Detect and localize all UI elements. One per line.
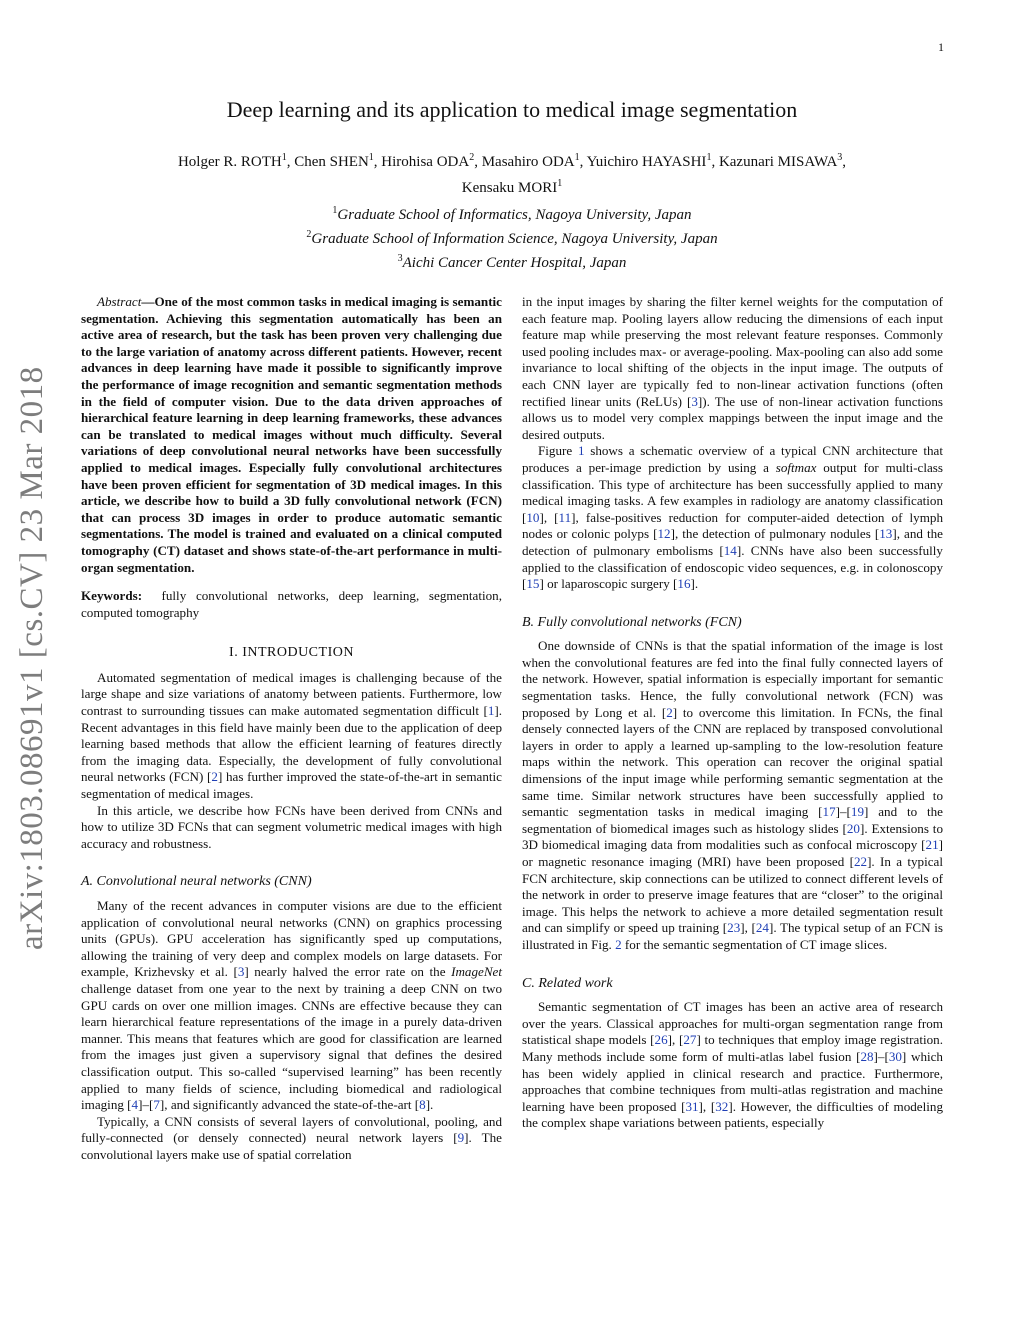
affil-mark: 2	[306, 229, 312, 240]
text-run: in the input images by sharing the filter kernel weights for the computation of each feature map. Pooling layers allow reducing the dimensions of each input feature map while preserving the most relevant feature responses. Commonly used pooling includes max- or average-pooling. Max-pooling can also add some invariance to local shifting of the objects in the input image. The outputs of each CNN layer are typically fed to non-linear activation functions (often rectified linear units (ReLUs) [	[522, 294, 943, 409]
affil-text: Aichi Cancer Center Hospital, Japan	[402, 255, 627, 271]
citation-link[interactable]: 23	[727, 920, 741, 936]
citation-link[interactable]: 22	[853, 854, 868, 869]
citation-link[interactable]: 19	[850, 804, 864, 820]
text-run: Figure	[538, 443, 578, 459]
paragraph: In this article, we describe how FCNs have been derived from CNNs and how to utilize 3D FCNs that can segment volumetric medical images with high accuracy and robustness.	[81, 802, 502, 851]
author-list: Holger R. ROTH$^1$, Chen SHEN$^1$, Hirohisa ODA$^2$, Masahiro ODA$^1$, Yuichiro HAYASHI$^1$, Kazunari MISAWA$^3$, Kensaku MORI$^1$	[177, 152, 847, 196]
text-run: ]. Extensions to 3D biomedical imaging data from modalities such as confocal microscopy [	[522, 820, 943, 853]
text-run: ] has further improved the state-of-the-art in semantic segmentation of medical images.	[81, 769, 502, 802]
affil-mark: 1	[332, 205, 338, 216]
abstract-text: —One of the most common tasks in medical imaging is semantic segmentation. Achieving this segmentation automatically has been an active area of research, but the task has been proven very challenging due to the large variation of anatomy across different patients. However, recent advances in deep learning have made it possible to significantly improve the performance of image recognition and semantic segmentation methods in the field of computer vision. Due to the data driven approaches of hierarchical feature learning in deep learning frameworks, these advances can be translated to medical images without much difficulty. Several variations of deep convolutional neural networks have been successfully applied to medical images. Especially fully convolutional architectures have been proven efficient for segmentation of 3D medical images. In this article, we describe how to build a 3D fully convolutional network (FCN) that can process 3D images in order to produce automatic semantic segmentations. The model is trained and evaluated on a clinical computed tomography (CT) dataset and shows state-of-the-art performance in multi-organ segmentation.	[81, 294, 502, 575]
text-run: ], and significantly advanced the state-of-the-art [	[159, 1097, 420, 1113]
subsection-heading-fcn: B. Fully convolutional networks (FCN)	[522, 614, 742, 630]
paragraph	[81, 670, 502, 803]
paragraph	[522, 294, 943, 443]
citation-link[interactable]: 9	[457, 1130, 465, 1146]
affiliation	[0, 249, 1024, 273]
text-run: ] which has been widely applied in clinical research and practice. Furthermore, approaches that combine techniques from multi-atlas registration and machine learning have been proposed [	[522, 1048, 943, 1114]
figure-link[interactable]: 1	[577, 443, 585, 459]
citation-link[interactable]: 3	[237, 964, 245, 980]
paragraph	[522, 638, 943, 953]
text-run: ] or laparoscopic surgery [	[539, 576, 678, 592]
text-run-italic: softmax	[775, 459, 817, 475]
keywords-text: fully convolutional networks, deep learning, segmentation, computed tomography	[81, 588, 503, 620]
author-affil-mark: 1	[557, 178, 563, 189]
author: Kazunari MISAWA	[718, 154, 838, 170]
author-affil-mark: 1	[706, 152, 712, 163]
citation-link[interactable]: 2	[666, 704, 673, 720]
text-run: ]. The typical setup of an FCN is illustrated in Fig.	[522, 920, 943, 952]
citation-link[interactable]: 20	[846, 820, 860, 836]
text-run: ]. The convolutional layers make use of spatial correlation	[81, 1130, 502, 1162]
text-run: Many of the recent advances in computer visions are due to the efficient application of convolutional neural networks (CNN) on graphics processing units (GPUs). GPU acceleration has significantly sped up computations, allowing the training of very deep and complex models on large datasets. For example, Krizhevsky et al. [	[81, 898, 502, 980]
citation-link[interactable]: 30	[888, 1048, 902, 1064]
citation-link[interactable]: 27	[683, 1032, 697, 1048]
text-run: ].	[690, 576, 699, 592]
section-heading-introduction: I. INTRODUCTION	[229, 645, 354, 661]
text-run: ] to techniques that employ image registration. Many methods include some form of multi-atlas label fusion [	[522, 1032, 943, 1064]
text-run: ] to overcome this limitation. In FCNs, the final densely connected layers of the CNN are replaced by transposed convolutional layers in order to apply a learned up-sampling to the low-resolution feature maps within the network. This operation can recover the original spatial dimensions of the input image while performing semantic segmentation at the same time. Similar network structures have been successfully applied to semantic segmentation tasks in medical imaging [	[522, 704, 944, 820]
citation-link[interactable]: 8	[419, 1097, 426, 1113]
text-run: ], [	[698, 1098, 716, 1114]
citation-link[interactable]: 31	[685, 1098, 699, 1114]
keywords	[81, 588, 502, 621]
text-run: output for multi-class classification. This type of architecture has been successfully applied to many medical imaging tasks. A few examples in radiology are anatomy classification [	[522, 459, 944, 525]
author-affil-mark: 2	[469, 152, 475, 163]
citation-link[interactable]: 7	[153, 1097, 160, 1113]
paper-title: Deep learning and its application to medical image segmentation	[226, 97, 798, 122]
text-run: ], [	[539, 509, 559, 525]
citation-link[interactable]: 13	[879, 526, 893, 542]
citation-link[interactable]: 26	[654, 1032, 668, 1048]
subsection-heading-related-work: C. Related work	[522, 975, 613, 991]
text-run: ] or magnetic resonance imaging (MRI) have been proposed [	[522, 837, 943, 869]
text-run: ], false-positives reduction for computer-aided detection of lymph nodes or colonic polyps [	[522, 509, 943, 542]
subsection-heading-cnn: A. Convolutional neural networks (CNN)	[81, 874, 312, 890]
author: Masahiro ODA	[481, 154, 575, 170]
citation-link[interactable]: 11	[558, 509, 572, 525]
citation-link[interactable]: 32	[715, 1098, 729, 1114]
author-affil-mark: 3	[837, 152, 843, 163]
page-number: 1	[938, 40, 944, 54]
text-run: ].	[425, 1097, 434, 1113]
text-run: ]–[	[138, 1097, 154, 1113]
text-run: ]). The use of non-linear activation functions allows us to model very complex mappings between the input image and the desired outputs.	[522, 393, 943, 442]
citation-link[interactable]: 12	[657, 526, 671, 542]
text-run: ]. Recent advantages in this field have mainly been due to the application of deep learning based methods that allow the efficient learning of features directly from the imaging data. Especially, the development of fully convolutional neural networks (FCN) [	[81, 703, 502, 785]
paragraph	[522, 999, 943, 1132]
author: Kensaku MORI	[461, 180, 558, 196]
citation-link[interactable]: 14	[723, 542, 737, 558]
affiliation	[0, 225, 1024, 249]
text-run: ] and to the segmentation of biomedical images such as histology slides [	[522, 804, 943, 836]
keywords-label: Keywords:	[81, 588, 143, 604]
affil-text: Graduate School of Information Science, Nagoya University, Japan	[311, 231, 718, 247]
text-run: ] nearly halved the error rate on the	[244, 964, 452, 980]
citation-link[interactable]: 24	[755, 920, 769, 936]
figure-link[interactable]: 2	[615, 936, 622, 952]
right-column	[522, 294, 943, 1132]
text-run: ]–[	[835, 804, 851, 820]
arxiv-stamp: arXiv:1803.08691v1 [cs.CV] 23 Mar 2018	[14, 366, 50, 950]
citation-link[interactable]: 21	[925, 837, 939, 853]
citation-link[interactable]: 10	[526, 509, 540, 525]
paragraph	[81, 898, 502, 1114]
citation-link[interactable]: 17	[822, 804, 836, 820]
text-run: Typically, a CNN consists of several layers of convolutional, pooling, and fully-connected (or densely connected) neural network layers [	[81, 1113, 502, 1146]
citation-link[interactable]: 4	[131, 1097, 139, 1113]
text-run: ], the detection of pulmonary nodules [	[670, 526, 880, 542]
left-column	[81, 294, 502, 1164]
author-affil-mark: 1	[368, 152, 374, 163]
text-run-italic: ImageNet	[451, 964, 502, 980]
text-run: Semantic segmentation of CT images has been an active area of research over the years. Classical approaches for multi-organ segmentation range from statistical shape models [	[522, 999, 943, 1048]
text-run: challenge dataset from one year to the next by training a deep CNN on two GPU cards on over one million images. CNNs are effective because they can learn hierarchical feature representations of the image in a purely data-driven manner. This means that features which are good for classification are learned from the images just given a supervisory signal that defines the desired classification output. This so-called “supervised learning” has been recently applied to many fields of science, including biomedical and radiological imaging [	[81, 980, 502, 1113]
abstract-label: Abstract	[97, 294, 142, 309]
text-run: One downside of CNNs is that the spatial information of the image is lost when the convolutional features are fed into the final fully connected layers of the network. However, spatial information is especially important for semantic segmentation tasks. Hence, the fully convolutional network (FCN) was proposed by Long et al. [	[522, 638, 943, 720]
citation-link[interactable]: 1	[487, 703, 495, 719]
text-run: ]. CNNs have also been successfully applied to the classification of endoscopic video sequences, e.g. in colonoscopy [	[522, 542, 943, 592]
citation-link[interactable]: 28	[860, 1048, 874, 1064]
text-run: ], [	[667, 1032, 684, 1048]
paragraph	[522, 443, 943, 592]
text-run: ], [	[740, 920, 756, 936]
affiliation	[0, 201, 1024, 225]
text-run: ], and the detection of pulmonary embolisms [	[522, 526, 943, 558]
citation-link[interactable]: 3	[691, 393, 698, 409]
author: Holger R. ROTH	[177, 154, 282, 170]
author: Chen SHEN	[294, 154, 369, 170]
affiliation-list	[0, 201, 1024, 273]
citation-link[interactable]: 16	[677, 576, 691, 592]
abstract	[81, 294, 502, 576]
text-run: shows a schematic overview of a typical CNN architecture that produces a per-image prediction by using a	[522, 443, 943, 475]
text-run: ]. In a typical FCN architecture, skip connections can be utilized to connect different levels of the network in order to preserve image features that are “closer” to the original image. This helps the network to achieve a more detailed segmentation result and can simplify or speed up training [	[522, 854, 944, 936]
citation-link[interactable]: 15	[526, 576, 540, 592]
affil-mark: 3	[397, 253, 403, 264]
citation-link[interactable]: 2	[211, 769, 218, 785]
paragraph	[81, 1114, 502, 1164]
text-run: ]. However, the difficulties of modeling the complex shape variations between patients, especially	[522, 1098, 943, 1131]
author: Hirohisa ODA	[381, 154, 470, 170]
text-run: for the semantic segmentation of CT image slices.	[621, 936, 888, 952]
affil-text: Graduate School of Informatics, Nagoya University, Japan	[337, 207, 692, 223]
text-run: Automated segmentation of medical images is challenging because of the large shape and size variations of anatomy between patients. Furthermore, low contrast to surrounding tissues can make automated segmentation difficult [	[81, 669, 502, 719]
author-affil-mark: 1	[574, 152, 580, 163]
author: Yuichiro HAYASHI	[586, 154, 707, 170]
text-run: ]–[	[873, 1048, 889, 1064]
author-affil-mark: 1	[281, 152, 287, 163]
